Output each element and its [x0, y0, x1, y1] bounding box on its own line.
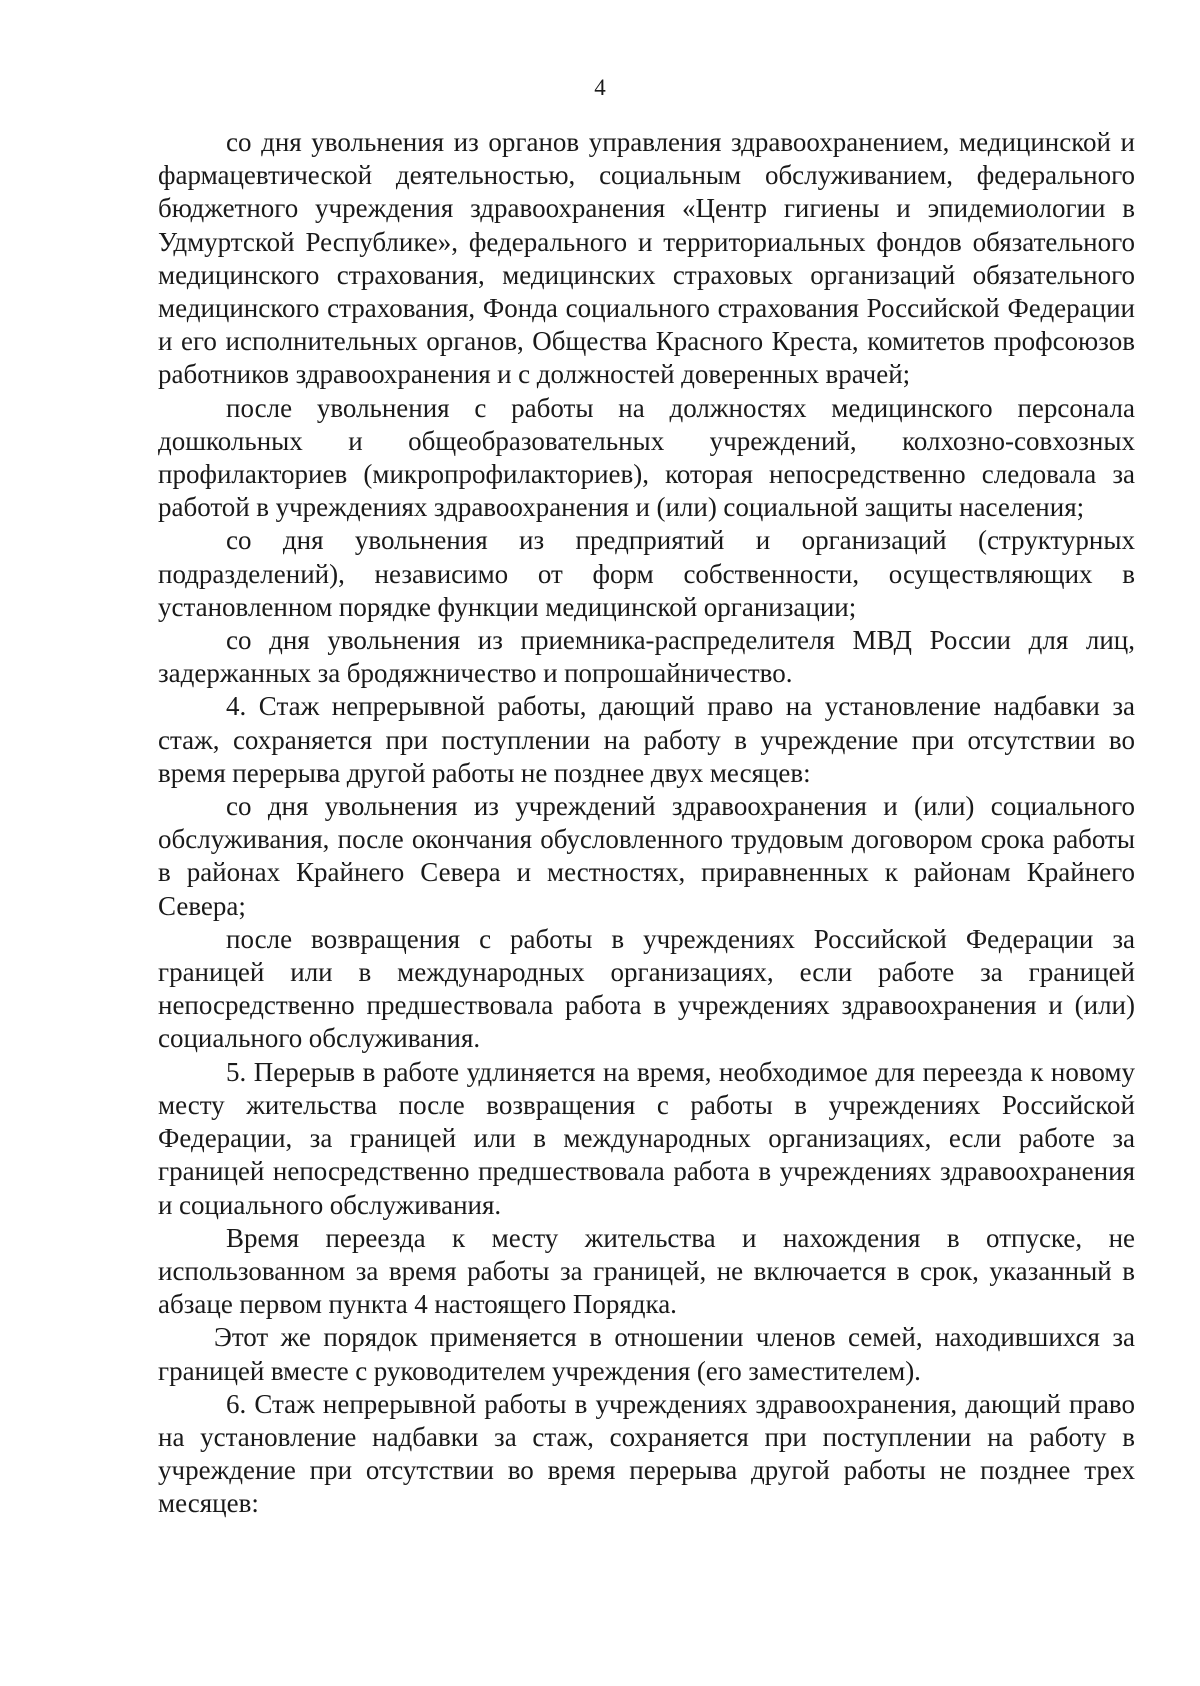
paragraph: со дня увольнения из учреждений здравоохранения и (или) социального обслуживания, после окончания обусловленного трудовым договором срока работы в районах Крайнего Севера и местностях, приравненных к районам Крайнего Севера; [158, 791, 1135, 921]
paragraph: 6. Стаж непрерывной работы в учреждениях здравоохранения, дающий право на установление надбавки за стаж, сохраняется при поступлении на работу в учреждение при отсутствии во время перерыва другой работы не позднее трех месяцев: [158, 1388, 1135, 1519]
paragraph: 4. Стаж непрерывной работы, дающий право на установление надбавки за стаж, сохраняется при поступлении на работу в учреждение при отсутствии во время перерыва другой работы не позднее двух месяцев: [158, 691, 1135, 788]
document-body [158, 126, 1135, 1521]
paragraph: Время переезда к месту жительства и нахождения в отпуске, не использованном за время работы за границей, не включается в срок, указанный в абзаце первом пункта 4 настоящего Порядка. [158, 1222, 1135, 1320]
paragraph: Этот же порядок применяется в отношении членов семей, находившихся за границей вместе с руководителем учреждения (его заместителем). [158, 1322, 1135, 1386]
paragraph: после увольнения с работы на должностях медицинского персонала дошкольных и общеобразовательных учреждений, колхозно-совхозных профилакториев (микропрофилакториев), которая непосредственно следовала за работой в учреждениях здравоохранения и (или) социальной защиты населения; [158, 392, 1135, 523]
paragraph: со дня увольнения из приемника-распределителя МВД России для лиц, задержанных за бродяжничество и попрошайничество. [158, 625, 1135, 689]
paragraph: со дня увольнения из органов управления здравоохранением, медицинской и фармацевтической деятельностью, социальным обслуживанием, федерального бюджетного учреждения здравоохранения «Центр гигиены и эпидемиологии в Удмуртской Республике», федерального и территориальных фондов обязательного медицинского страхования, медицинских страховых организаций обязательного медицинского страхования, Фонда социального страхования Российской Федерации и его исполнительных органов, Общества Красного Креста, комитетов профсоюзов работников здравоохранения и с должностей доверенных врачей; [158, 127, 1135, 390]
paragraph: 5. Перерыв в работе удлиняется на время, необходимое для переезда к новому месту жительства после возвращения с работы в учреждениях Российской Федерации, за границей или в международных организациях, если работе за границей непосредственно предшествовала работа в учреждениях здравоохранения и социального обслуживания. [158, 1056, 1135, 1220]
paragraph: со дня увольнения из предприятий и организаций (структурных подразделений), независимо от форм собственности, осуществляющих в установленном порядке функции медицинской организации; [158, 525, 1135, 622]
page-number: 4 [594, 75, 606, 100]
paragraph: после возвращения с работы в учреждениях Российской Федерации за границей или в международных организациях, если работе за границей непосредственно предшествовала работа в учреждениях здравоохранения и (или) социального обслуживания. [158, 923, 1135, 1054]
